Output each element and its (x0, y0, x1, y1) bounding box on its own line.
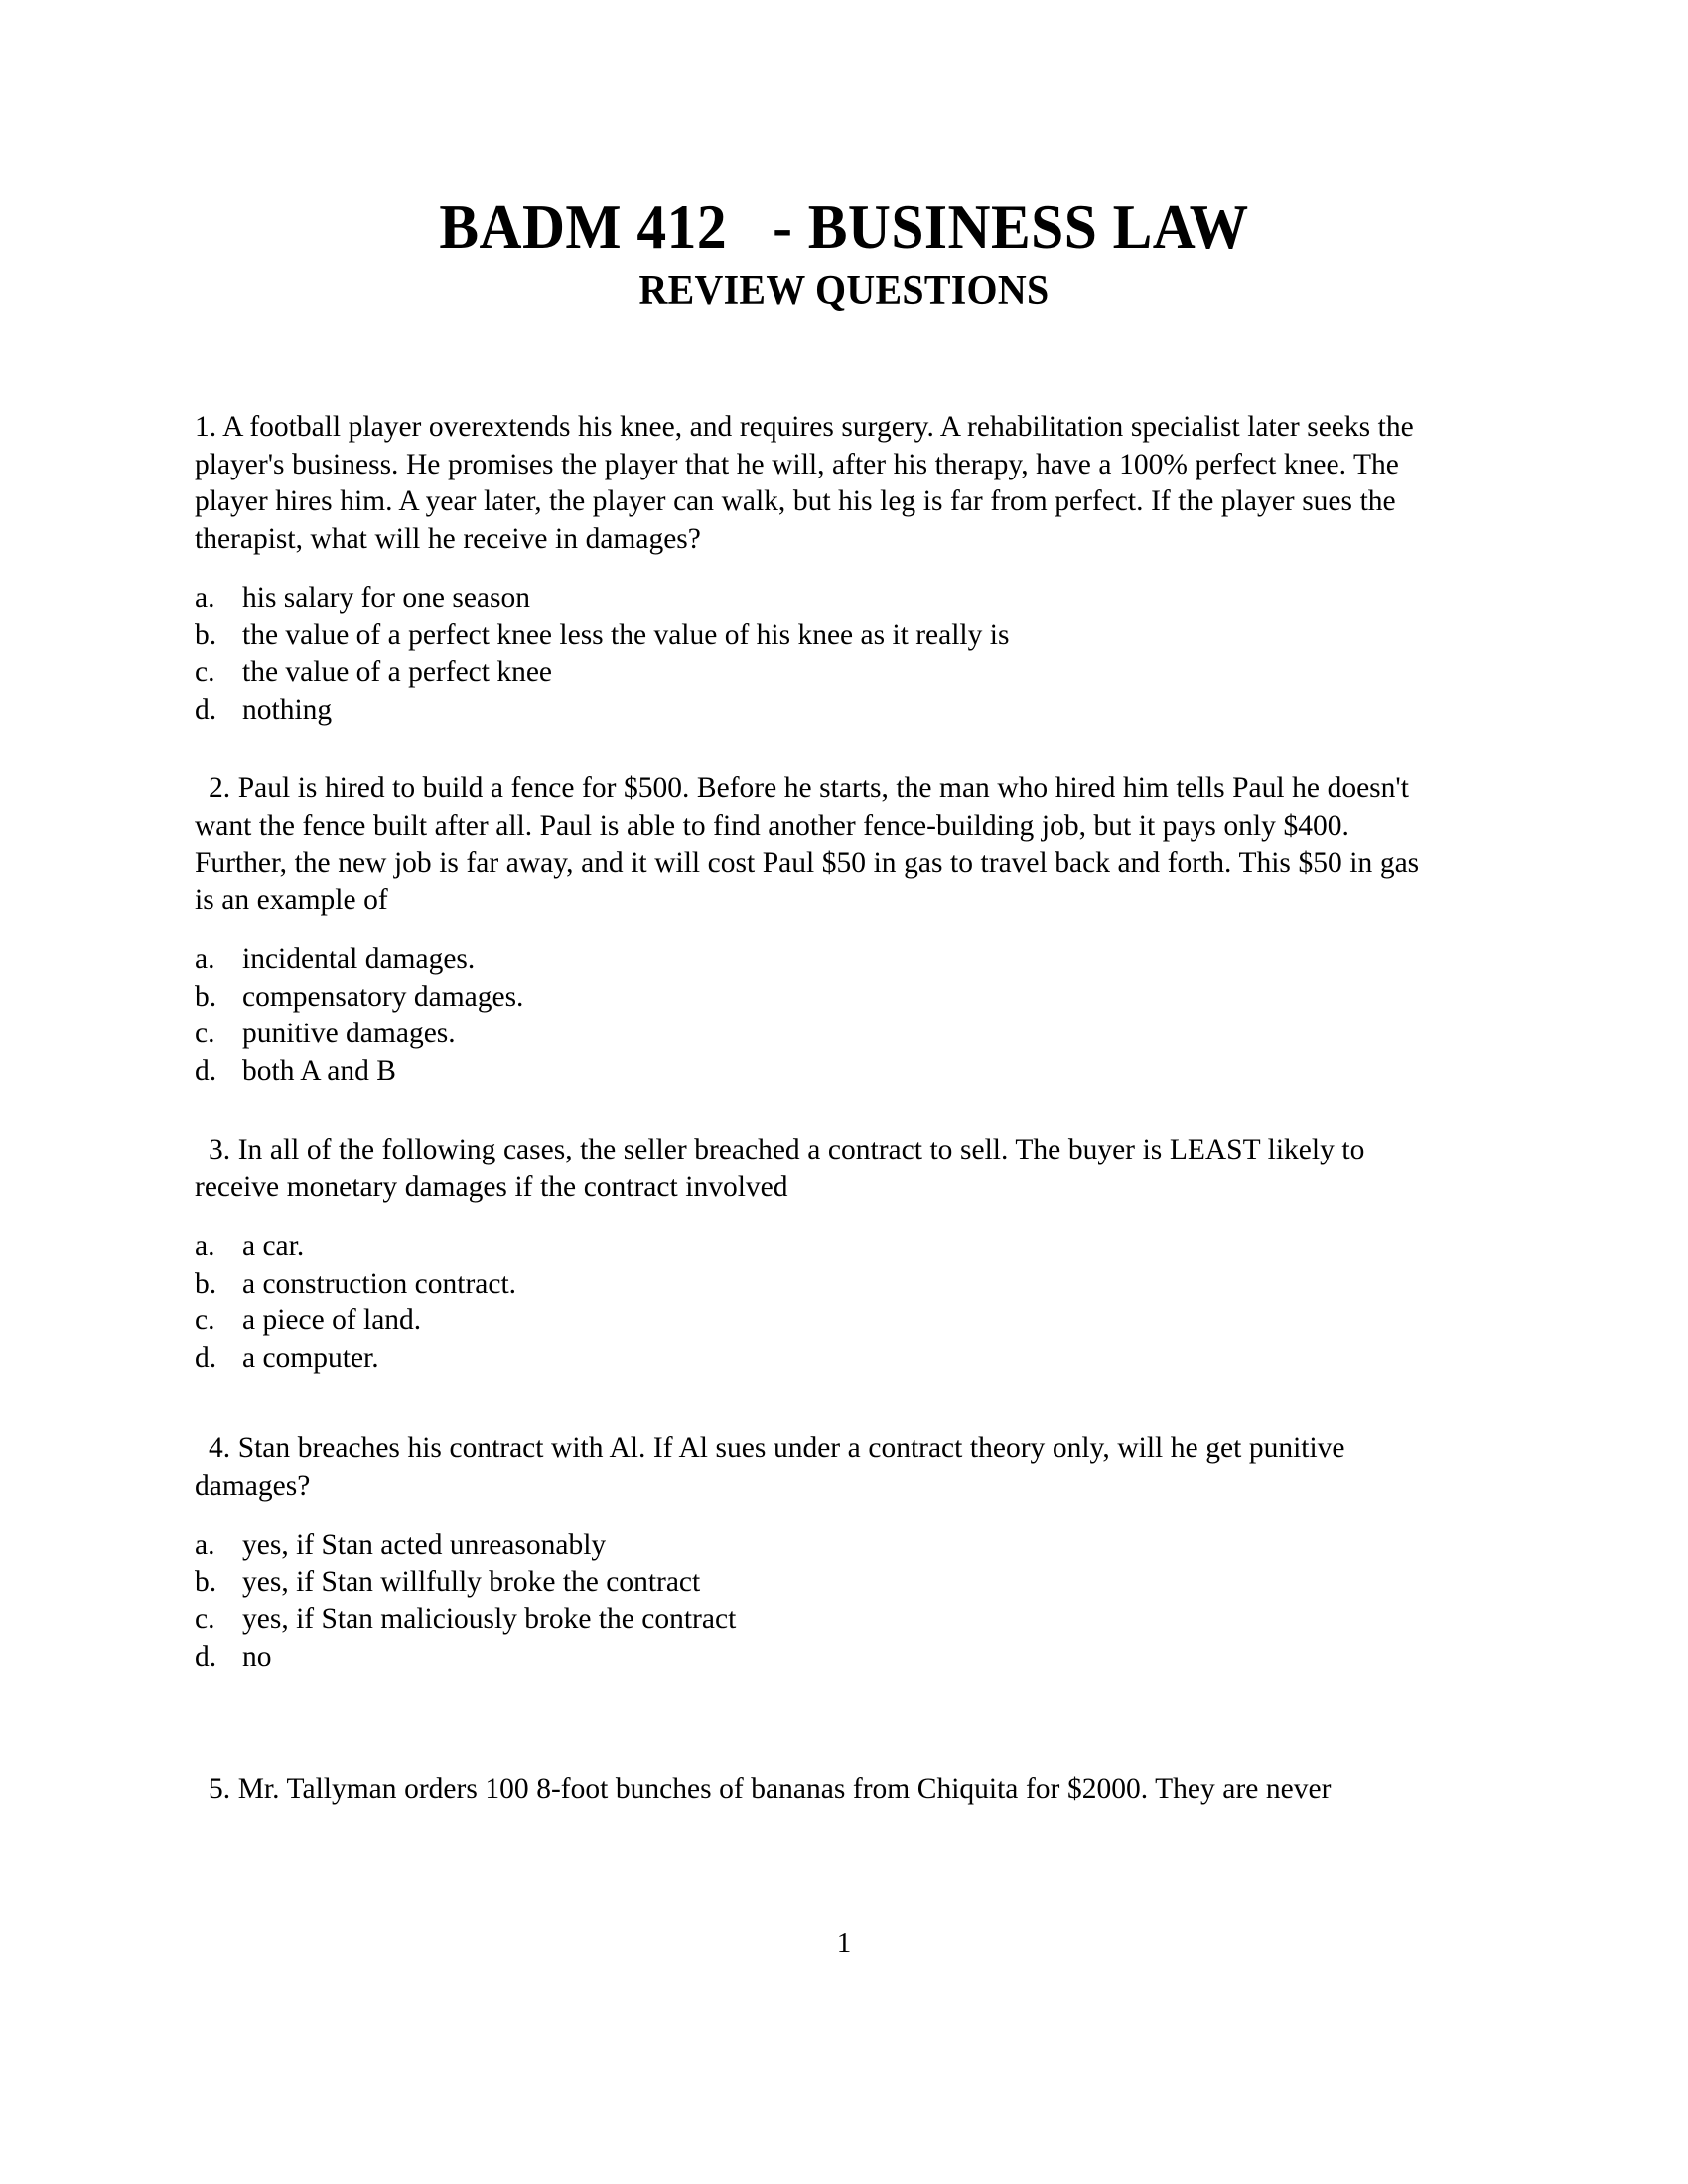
option-item[interactable] (195, 1016, 1442, 1053)
option-letter: b. (195, 980, 217, 1013)
page-footer (0, 1926, 1688, 1960)
option-item[interactable] (195, 1053, 1442, 1091)
option-letter: a. (195, 582, 215, 614)
option-item[interactable] (195, 692, 1442, 730)
option-letter: c. (195, 656, 215, 688)
option-letter: d. (195, 693, 217, 726)
spacer (195, 1377, 1442, 1431)
option-item[interactable] (195, 1266, 1442, 1303)
page-number: 1 (836, 1927, 852, 1959)
option-letter: c. (195, 1603, 215, 1635)
option-item[interactable] (195, 1340, 1442, 1378)
option-text: a car. (242, 1230, 305, 1262)
option-text: yes, if Stan willfully broke the contract (242, 1566, 701, 1598)
option-letter: b. (195, 1566, 217, 1598)
option-text: his salary for one season (242, 582, 531, 614)
option-item[interactable] (195, 617, 1442, 655)
question-3-options (195, 1228, 1442, 1377)
question-2 (195, 770, 1442, 1090)
spacer (195, 1090, 1442, 1132)
option-text: punitive damages. (242, 1018, 456, 1049)
option-letter: c. (195, 1018, 215, 1049)
option-text: incidental damages. (242, 943, 476, 975)
option-letter: a. (195, 1529, 215, 1561)
option-text: no (242, 1640, 272, 1673)
option-item[interactable] (195, 941, 1442, 979)
option-item[interactable] (195, 580, 1442, 617)
option-item[interactable] (195, 1302, 1442, 1340)
spacer (195, 729, 1442, 770)
option-letter: d. (195, 1054, 217, 1087)
option-item[interactable] (195, 1601, 1442, 1639)
option-item[interactable] (195, 1228, 1442, 1266)
option-text: nothing (242, 693, 333, 726)
option-text: yes, if Stan acted unreasonably (242, 1529, 607, 1561)
option-letter: c. (195, 1304, 215, 1336)
option-letter: a. (195, 1230, 215, 1262)
question-2-text: 2. Paul is hired to build a fence for $500. Before he starts, the man who hired him tells Paul he doesn't want the fence built after all. Paul is able to find another fence-building job, but it pays only $400. Further, the new job is far away, and it will cost Paul $50 in gas to travel back and forth. This $50 in gas is an example of (195, 772, 1420, 916)
option-text: compensatory damages. (242, 980, 524, 1013)
question-1-options (195, 580, 1442, 729)
option-text: a computer. (242, 1341, 379, 1374)
question-5 (195, 1771, 1442, 1809)
page-title: BADM 412 - BUSINESS LAW (439, 192, 1249, 262)
option-text: the value of a perfect knee (242, 656, 553, 688)
option-text: a construction contract. (242, 1267, 517, 1299)
question-3-text: 3. In all of the following cases, the seller breached a contract to sell. The buyer is LEAST likely to receive monetary damages if the contract involved (195, 1134, 1365, 1203)
option-letter: a. (195, 943, 215, 975)
option-letter: d. (195, 1341, 217, 1374)
option-text: both A and B (242, 1054, 396, 1087)
document-header (0, 192, 1688, 314)
question-1 (195, 409, 1442, 729)
option-item[interactable] (195, 654, 1442, 692)
question-4-text: 4. Stan breaches his contract with Al. If Al sues under a contract theory only, will he get punitive damages? (195, 1433, 1345, 1502)
spacer (195, 1676, 1442, 1771)
option-text: the value of a perfect knee less the value of his knee as it really is (242, 618, 1010, 651)
question-4 (195, 1431, 1442, 1676)
question-2-options (195, 941, 1442, 1090)
option-letter: d. (195, 1640, 217, 1673)
option-item[interactable] (195, 979, 1442, 1017)
option-item[interactable] (195, 1639, 1442, 1677)
option-letter: b. (195, 1267, 217, 1299)
question-4-options (195, 1527, 1442, 1676)
option-text: a piece of land. (242, 1304, 422, 1336)
question-5-text: 5. Mr. Tallyman orders 100 8-foot bunches of bananas from Chiquita for $2000. They are never (209, 1773, 1332, 1805)
option-item[interactable] (195, 1527, 1442, 1565)
option-letter: b. (195, 618, 217, 651)
option-item[interactable] (195, 1565, 1442, 1602)
option-text: yes, if Stan maliciously broke the contract (242, 1603, 737, 1635)
question-1-text: 1. A football player overextends his knee, and requires surgery. A rehabilitation specialist later seeks the player's business. He promises the player that he will, after his therapy, have a 100% perfect knee. The player hires him. A year later, the player can walk, but his leg is far from perfect. If the player sues the therapist, what will he receive in damages? (195, 411, 1414, 555)
question-3 (195, 1132, 1442, 1377)
page-subtitle: REVIEW QUESTIONS (638, 268, 1050, 314)
questions-body (195, 409, 1442, 1809)
